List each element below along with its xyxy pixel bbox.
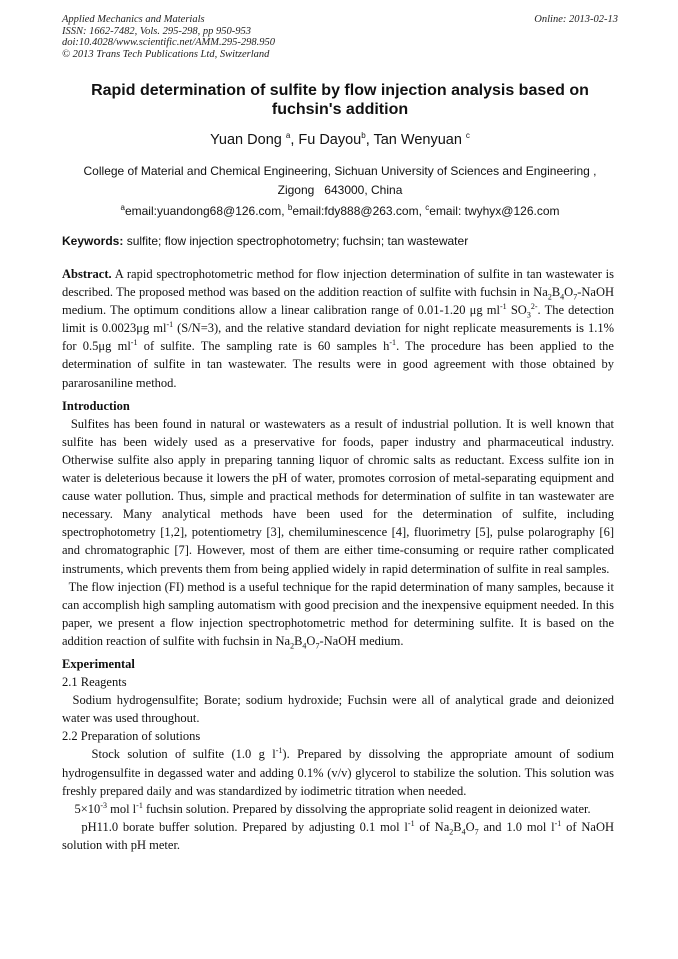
introduction-paragraph-2 xyxy=(62,578,614,650)
abstract-text-5: (S/N=3), and the relative standard deviation for night replicate measurements is 1.1% for 0.5μg ml xyxy=(62,321,614,354)
author-1: Yuan Dong xyxy=(210,132,282,148)
introduction-text-2: The flow injection (FI) method is a useful technique for the rapid determination of many samples, because it can accomplish high sampling automatism with good precision and the inexpensive equipment needed. In this paper, we present a flow injection spectrophotometric method for determining sulfite. It is based on the addition reaction of sulfite with fuchsin in Na xyxy=(62,579,614,648)
abstract-sup-2: 2- xyxy=(530,302,538,312)
buffer-text-b: of Na xyxy=(414,819,450,834)
stock-text-b: ). Prepared by dissolving the appropriate amount of sodium hydrogensulfite in degassed water and adding 0.1% (v/v) glycerol to stabilize the solution. This solution was freshly prepared daily and was standardized by iodimetric titration when needed. xyxy=(62,747,614,798)
introduction-text-1: Sulfites has been found in natural or wastewaters as a result of industrial pollution. It is well known that sulfite has been widely used as a preservative for foods, paper industry and pharmaceutical industry. Otherwise sulfite also apply in preparing tanning liquor of chromic salts as reductant. Excess sulfite ion in water is deleterious because it lowers the pH of water, promotes corrosion of metal-separating equipment and cause water pollution. Thus, simple and practical methods for determination of sulfite in tan wastewater are necessary. Many analytical methods have been used for the determination of sulfite, including spectrophotometry [1,2], potentiometry [3], chemiluminescence [4], fluorimetry [5], pulse polarography [6] and chromatographic [7]. However, most of them are either time-consuming or require rather complicated instruments, which prevents them from being applied widely in rapid determination of sulfite in real samples. xyxy=(62,416,614,576)
abstract xyxy=(62,265,614,392)
affiliation-line-2: Zigong 643000, China xyxy=(277,183,403,197)
intro-text-2b: B xyxy=(294,633,303,648)
keywords xyxy=(62,234,618,249)
keywords-text: sulfite; flow injection spectrophotometry; fuchsin; tan wastewater xyxy=(123,234,469,248)
author-2-mark: b xyxy=(361,131,366,141)
author-list xyxy=(62,131,618,149)
email-list xyxy=(62,204,618,219)
abstract-sup-3: -1 xyxy=(166,320,174,330)
abstract-sup-4: -1 xyxy=(130,338,138,348)
affiliation xyxy=(62,162,618,200)
keywords-label: Keywords: xyxy=(62,234,124,248)
fuchsin-text-a: 5×10 xyxy=(74,801,101,816)
buffer-sub-1: 2 xyxy=(449,827,454,837)
stock-sup: -1 xyxy=(275,746,283,756)
buffer-text-e: and 1.0 mol l xyxy=(478,819,555,834)
abstract-text-4: . The detection limit is 0.0023μg ml xyxy=(62,303,614,336)
email-c: email: twyhyx@126.com xyxy=(429,204,560,218)
abstract-label: Abstract. xyxy=(62,267,112,281)
copyright-line: © 2013 Trans Tech Publications Ltd, Switzerland xyxy=(62,48,270,60)
author-3: , Tan Wenyuan xyxy=(365,132,462,148)
email-c-mark: c xyxy=(425,203,430,212)
abstract-sub-2: 4 xyxy=(560,292,565,302)
title-line-1: Rapid determination of sulfite by flow injection analysis based on xyxy=(91,82,589,99)
abstract-sub-3: 7 xyxy=(573,292,578,302)
fuchsin-sup-1: -3 xyxy=(100,800,107,810)
abstract-text-6: of sulfite. The sampling rate is 60 samples h xyxy=(137,339,390,354)
journal-name: Applied Mechanics and Materials xyxy=(62,14,205,25)
fuchsin-text-b: mol l xyxy=(106,801,137,816)
fuchsin-text-c: fuchsin solution. Prepared by dissolving the appropriate solid reagent in deionized water. xyxy=(142,801,591,816)
paper-title xyxy=(62,81,618,119)
email-b-mark: b xyxy=(287,203,293,212)
intro-sub-1: 2 xyxy=(290,641,295,651)
author-2: , Fu Dayou xyxy=(290,132,362,148)
intro-sub-2: 4 xyxy=(302,641,307,651)
affiliation-line-1: College of Material and Chemical Engineering, Sichuan University of Sciences and Engineering , xyxy=(83,164,597,178)
stock-text-a: Stock solution of sulfite (1.0 g l xyxy=(91,747,276,762)
abstract-text-1b: B xyxy=(551,285,561,300)
stock-solution-paragraph xyxy=(62,745,614,799)
buffer-text-c: B xyxy=(453,819,462,834)
buffer-sub-3: 7 xyxy=(474,827,479,837)
paper-body xyxy=(62,265,614,854)
intro-text-2c: O xyxy=(306,633,316,648)
experimental-heading: Experimental xyxy=(62,656,135,671)
solutions-subheading: 2.2 Preparation of solutions xyxy=(62,729,201,744)
abstract-text-2: -NaOH medium. The optimum conditions allow a linear calibration range of 0.01-1.20 μg ml xyxy=(62,285,614,318)
introduction-paragraph-1 xyxy=(62,415,614,578)
buffer-solution-paragraph xyxy=(62,818,614,854)
introduction-heading: Introduction xyxy=(62,398,130,413)
abstract-sup-5: -1 xyxy=(389,338,397,348)
intro-sub-3: 7 xyxy=(315,641,320,651)
email-a: email:yuandong68@126.com, xyxy=(124,204,288,218)
author-1-mark: a xyxy=(285,131,291,141)
abstract-text-7: . The procedure has been applied to the determination of sulfite in tan wastewater. The results were in good agreement with those obtained by pararosaniline method. xyxy=(62,339,614,390)
abstract-sub-4: 3 xyxy=(526,310,531,320)
abstract-sub-1: 2 xyxy=(547,292,552,302)
reagents-paragraph xyxy=(62,691,614,727)
fuchsin-solution-paragraph xyxy=(62,800,614,818)
issn-line: ISSN: 1662-7482, Vols. 295-298, pp 950-953 xyxy=(62,25,251,37)
buffer-text-f: of NaOH solution with pH meter. xyxy=(62,819,615,852)
abstract-text-3: SO xyxy=(506,303,527,318)
abstract-text-1c: O xyxy=(564,285,574,300)
email-b: email:fdy888@263.com, xyxy=(292,204,426,218)
buffer-sup-1: -1 xyxy=(407,818,415,828)
reagents-text: Sodium hydrogensulfite; Borate; sodium hydroxide; Fuchsin were all of analytical grade and deionized water was used throughout. xyxy=(62,693,614,726)
intro-text-2d: -NaOH medium. xyxy=(319,633,404,648)
online-date: Online: 2013-02-13 xyxy=(534,14,618,25)
journal-header xyxy=(62,14,618,60)
buffer-sub-2: 4 xyxy=(461,827,466,837)
doi-line: doi:10.4028/www.scientific.net/AMM.295-298.950 xyxy=(62,37,275,48)
reagents-subheading: 2.1 Reagents xyxy=(62,675,127,690)
buffer-sup-2: -1 xyxy=(554,818,562,828)
author-3-mark: c xyxy=(465,131,470,141)
abstract-sup-1: -1 xyxy=(500,302,507,312)
abstract-text-1: A rapid spectrophotometric method for flow injection determination of sulfite in tan wastewater is described. The proposed method was based on the addition reaction of sulfite with fuchsin in Na xyxy=(62,267,614,300)
buffer-text-d: O xyxy=(465,819,475,834)
title-line-2: fuchsin's addition xyxy=(271,101,409,118)
fuchsin-sup-2: -1 xyxy=(136,800,143,810)
email-a-mark: a xyxy=(120,203,125,212)
buffer-text-a: pH11.0 borate buffer solution. Prepared by adjusting 0.1 mol l xyxy=(81,819,408,834)
